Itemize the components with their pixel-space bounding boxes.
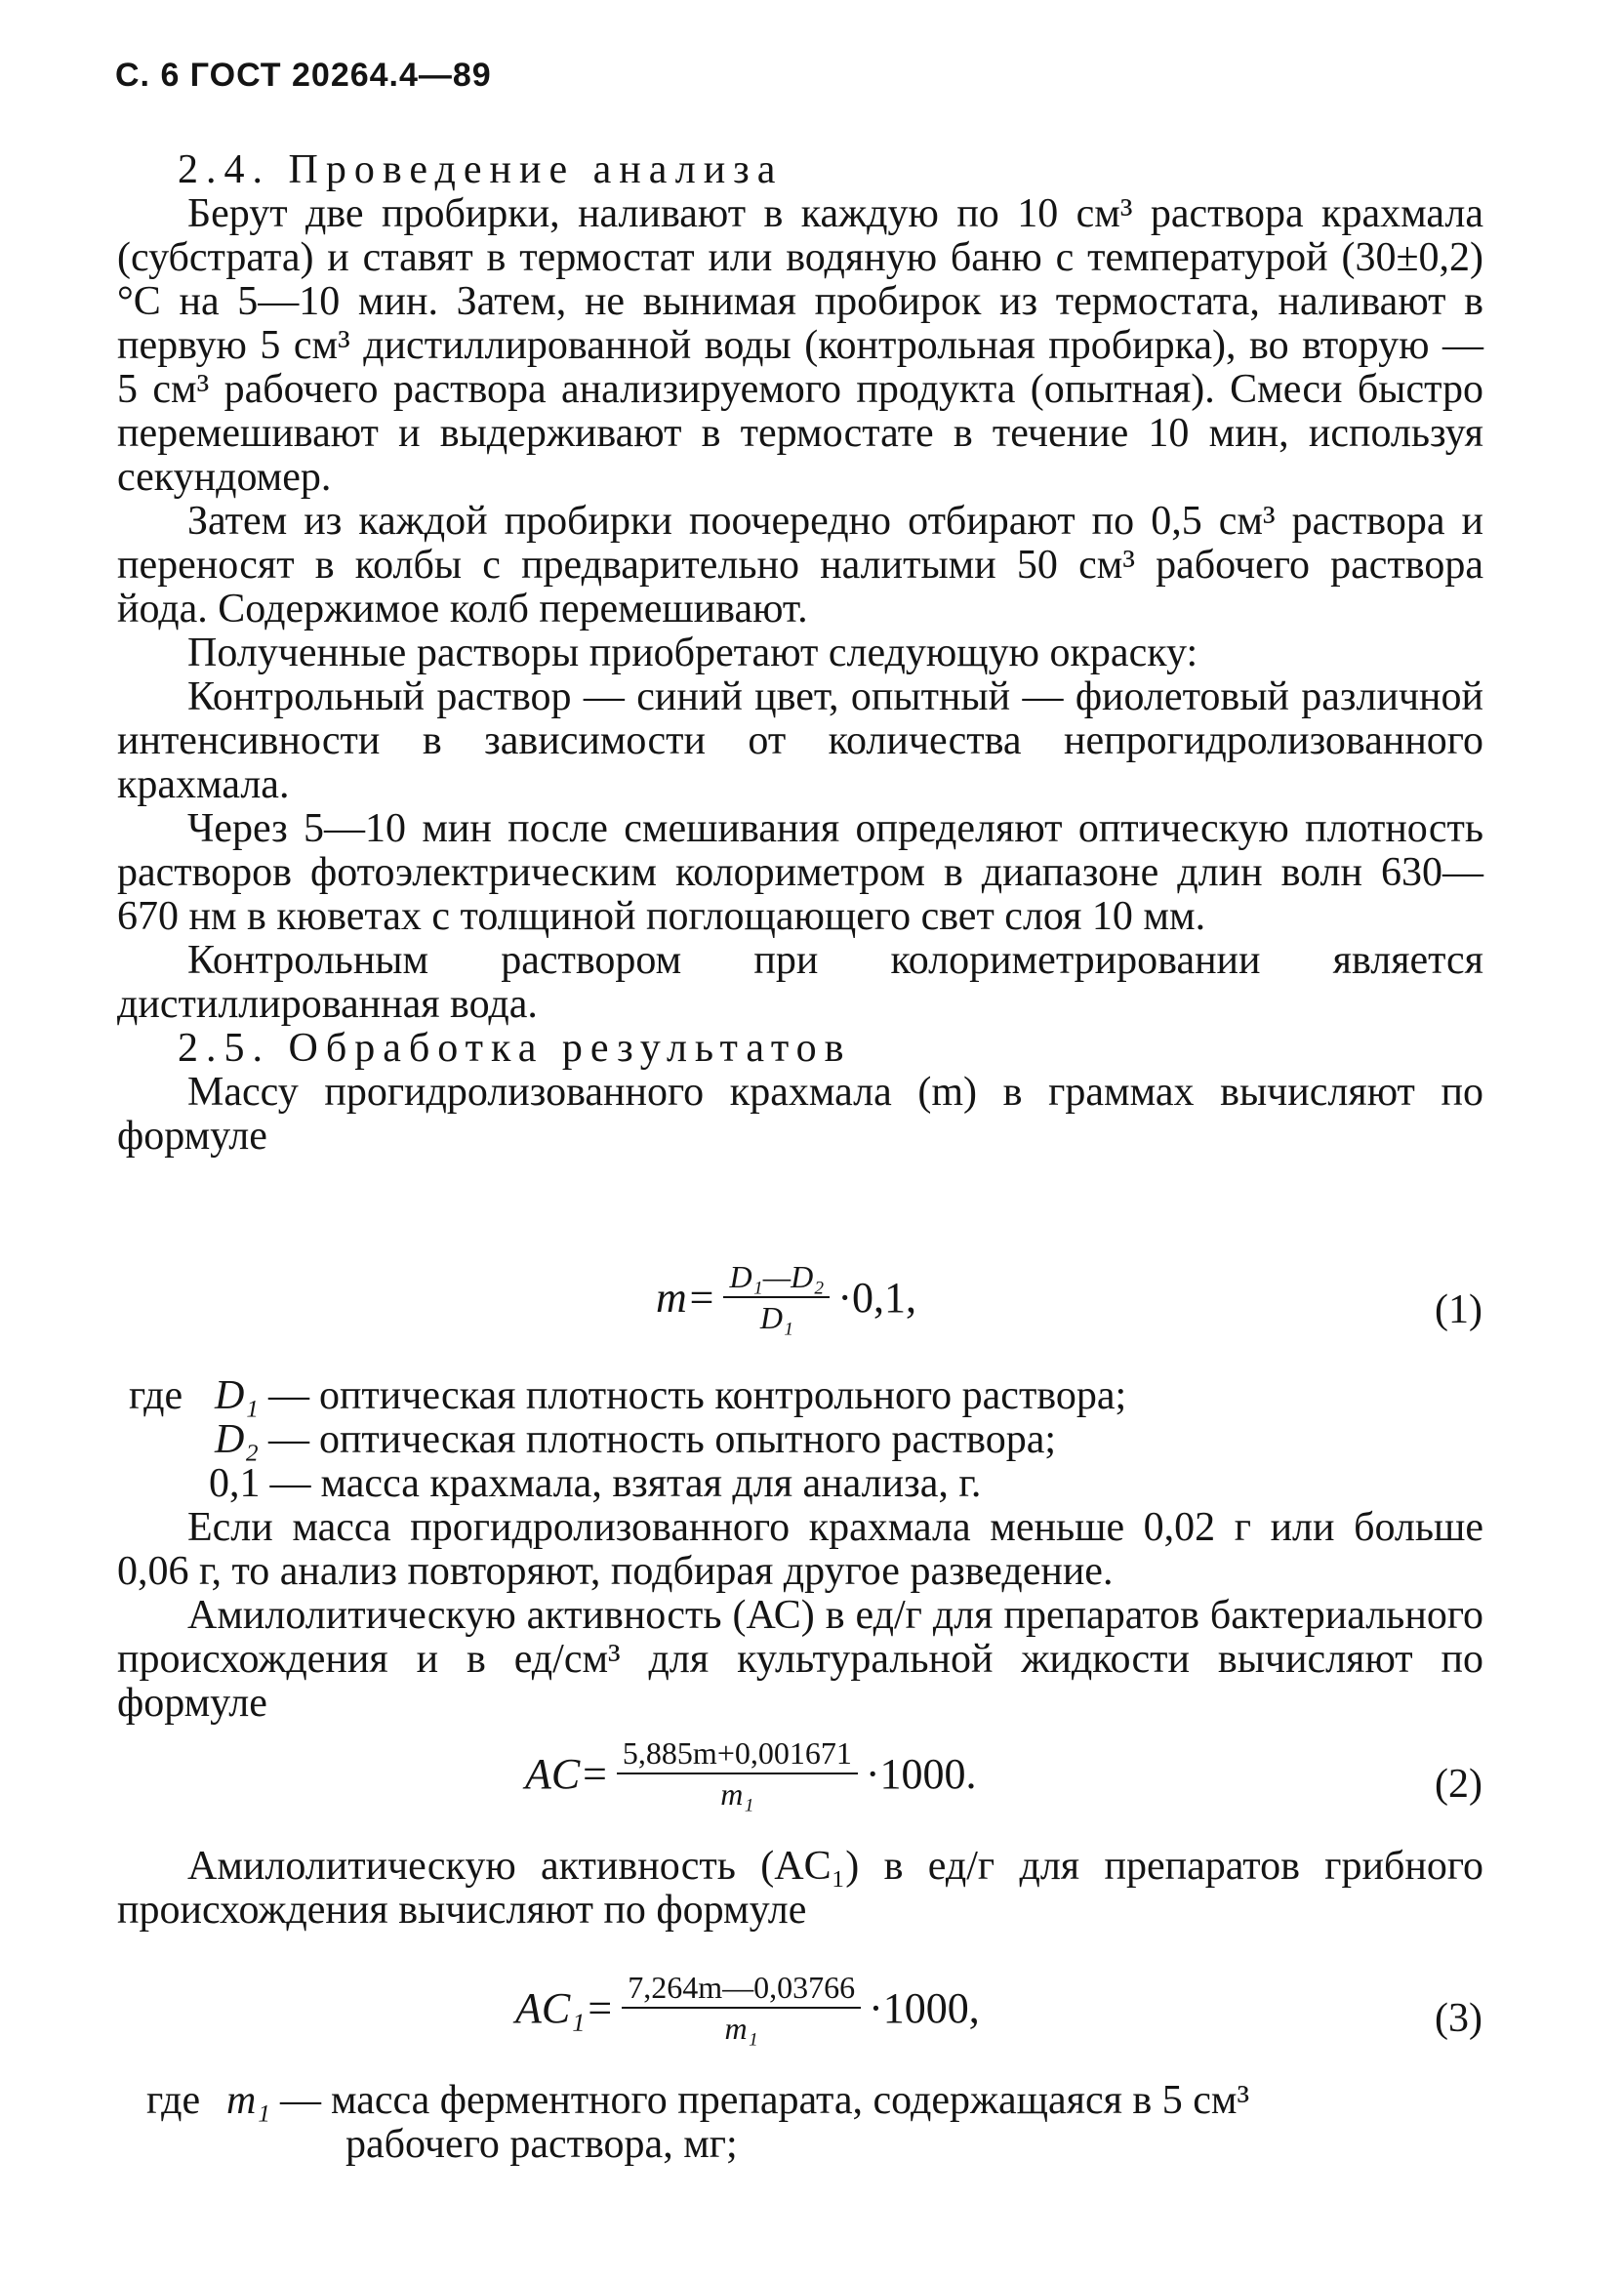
paragraph: Полученные растворы приобретают следующую окраску: (187, 631, 1198, 675)
equation-number: (1) (1435, 1287, 1482, 1332)
equation-number: (3) (1435, 1996, 1482, 2041)
legend-lead: где (146, 2078, 201, 2123)
formula-1 (656, 1259, 916, 1335)
legend-row: где m₁ — масса ферментного препарата, содержащаяся в 5 см³ (146, 2078, 1250, 2123)
fraction (723, 1259, 830, 1335)
formula-lhs: m= (656, 1273, 716, 1322)
section-title: 2.4. Проведение анализа (178, 147, 784, 192)
section-2-4 (117, 148, 1483, 1159)
denominator: D₁ (759, 1300, 794, 1335)
legend-symbol: D₁ (215, 1373, 259, 1418)
paragraph: Амилолитическую активность (AC₁) в ед/г для препаратов грибного происхождения вычисляют по формуле (117, 1844, 1483, 1933)
formula-2 (525, 1735, 977, 1812)
equation-number: (2) (1435, 1762, 1482, 1807)
legend-text: масса крахмала, взятая для анализа, г. (320, 1461, 982, 1506)
denominator: m₁ (724, 2011, 758, 2046)
formula-tail: ·1000, (869, 1983, 980, 2032)
legend-symbol: D₂ (215, 1417, 259, 1462)
section-2-5-continued (117, 1506, 1483, 1726)
formula-lhs: AC₁= (515, 1983, 615, 2032)
legend-row: где D₁ — оптическая плотность контрольного раствора; (129, 1373, 1127, 1418)
legend-row: D₂ — оптическая плотность опытного раствора; (129, 1418, 1126, 1462)
legend-block-1 (129, 1374, 1126, 1506)
numerator: 7,264m—0,03766 (622, 1970, 861, 2009)
legend-text: оптическая плотность опытного раствора; (318, 1417, 1057, 1462)
page-header: С. 6 ГОСТ 20264.4—89 (115, 57, 492, 94)
fraction (617, 1735, 858, 1812)
paragraph: Через 5—10 мин после смешивания определяют оптическую плотность растворов фотоэлектрическим колориметром в диапазоне длин волн 630—670 нм в кюветах с толщиной поглощающего свет слоя 10 мм. (117, 806, 1483, 939)
paragraph: Контрольный раствор — синий цвет, опытный — фиолетовый различной интенсивности в зависимости от количества непрогидролизованного крахмала. (117, 674, 1483, 807)
numerator: D₁—D₂ (723, 1259, 830, 1298)
legend-lead (129, 1418, 215, 1462)
paragraph: Контрольным раствором при колориметрировании является дистиллированная вода. (117, 938, 1483, 1027)
formula-lhs: AC= (525, 1749, 609, 1798)
legend-text: оптическая плотность контрольного раствора; (318, 1373, 1127, 1418)
legend-text: рабочего раствора, мг; (345, 2122, 738, 2167)
section-title: 2.5. Обработка результатов (178, 1026, 852, 1071)
legend-text: масса ферментного препарата, содержащаяся в 5 см³ (330, 2078, 1250, 2123)
paragraph: Затем из каждой пробирки поочередно отбирают по 0,5 см³ раствора и переносят в колбы с предварительно налитыми 50 см³ рабочего раствора йода. Содержимое колб перемешивают. (117, 499, 1483, 632)
paragraph: Амилолитическую активность (АС) в ед/г для препаратов бактериального происхождения и в ед/см³ для культуральной жидкости вычисляют по формуле (117, 1593, 1483, 1726)
paragraph: Берут две пробирки, наливают в каждую по 10 см³ раствора крахмала (субстрата) и ставят в термостат или водяную баню с температурой (30±0,2)°С на 5—10 мин. Затем, не вынимая пробирок из термостата, наливают в первую 5 см³ дистиллированной воды (контрольная пробирка), во вторую — 5 см³ рабочего раствора анализируемого продукта (опытная). Смеси быстро перемешивают и выдерживают в термостате в течение 10 мин, используя секундомер. (117, 191, 1483, 500)
legend-symbol: m₁ (226, 2078, 270, 2123)
formula-3 (515, 1970, 980, 2046)
numerator: 5,885m+0,001671 (617, 1735, 858, 1774)
paragraph: Если масса прогидролизованного крахмала меньше 0,02 г или больше 0,06 г, то анализ повторяют, подбирая другое разведение. (117, 1505, 1483, 1594)
legend-lead (129, 1462, 209, 1506)
legend-lead: где (129, 1373, 183, 1418)
formula-tail: ·0,1, (837, 1273, 917, 1322)
formula-tail: ·1000. (865, 1749, 977, 1798)
legend-row: 0,1 — масса крахмала, взятая для анализа, г. (129, 1462, 1126, 1506)
denominator: m₁ (720, 1776, 754, 1812)
legend-row (146, 2123, 1249, 2167)
legend-block-2 (146, 2079, 1249, 2167)
fraction (622, 1970, 861, 2046)
legend-symbol: 0,1 (209, 1461, 261, 1506)
paragraph: Массу прогидролизованного крахмала (m) в граммах вычисляют по формуле (117, 1070, 1483, 1159)
section-2-5-activity (117, 1845, 1483, 1933)
